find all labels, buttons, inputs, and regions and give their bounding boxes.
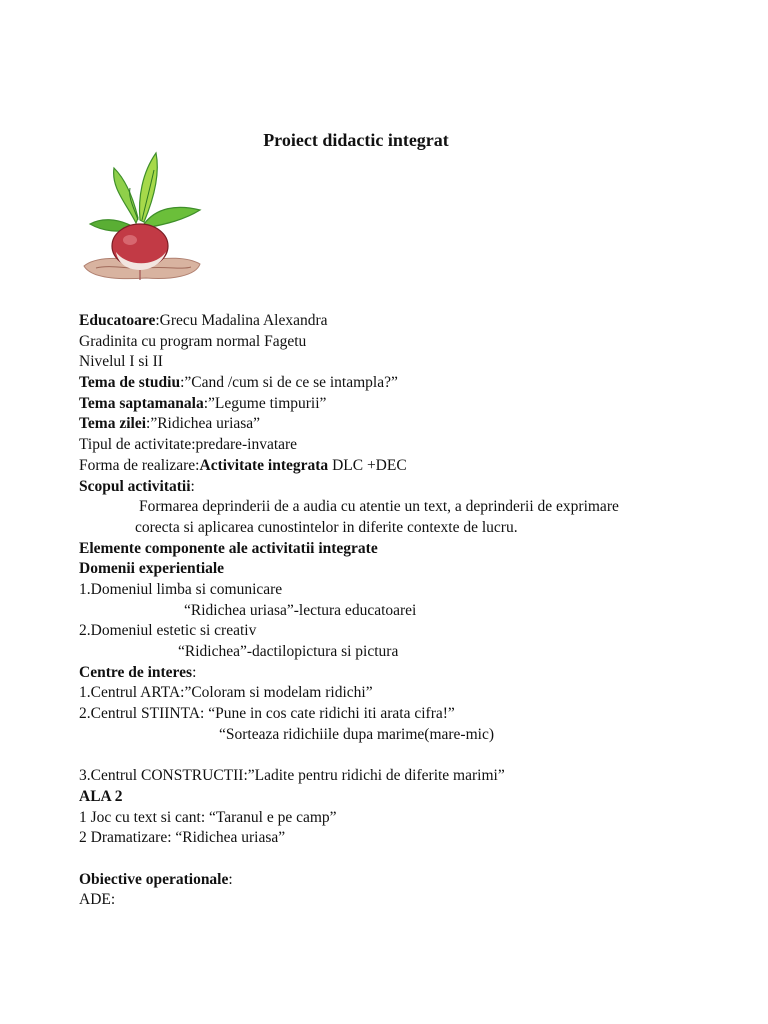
document-body <box>79 311 719 911</box>
forma-bold: Activitate integrata <box>199 456 329 474</box>
domeniu-2: 2.Domeniul estetic si creativ <box>79 622 257 640</box>
spacer <box>79 745 719 766</box>
ala-item-2: 2 Dramatizare: “Ridichea uriasa” <box>79 829 286 847</box>
domeniu-1-activitate: “Ridichea uriasa”-lectura educatoarei <box>184 601 417 619</box>
tema-saptamanala-value: :”Legume timpurii” <box>203 394 327 412</box>
obiective-label: Obiective operationale <box>79 870 229 888</box>
domeniu-2-activitate: “Ridichea”-dactilopictura si pictura <box>178 643 399 660</box>
domenii-heading: Domenii experientiale <box>79 560 225 578</box>
forma-line <box>79 456 719 477</box>
domeniu-1: 1.Domeniul limba si comunicare <box>79 580 283 598</box>
forma-prefix: Forma de realizare: <box>79 456 200 474</box>
tema-studiu-line <box>79 373 719 394</box>
tema-zilei-label: Tema zilei <box>79 415 147 433</box>
centru-stiinta-sarcina: “Sorteaza ridichiile dupa marime(mare-mic) <box>219 725 494 743</box>
nivel-line: Nivelul I si II <box>79 353 163 371</box>
scopul-line <box>79 477 719 498</box>
tema-zilei-line <box>79 414 719 435</box>
tema-zilei-value: :”Ridichea uriasa” <box>146 415 261 433</box>
ade-line: ADE: <box>79 891 116 909</box>
obiective-line <box>79 870 719 891</box>
centre-line <box>79 663 719 684</box>
educatoare-line <box>79 311 719 332</box>
obiective-colon: : <box>228 870 233 888</box>
tema-studiu-label: Tema de studiu <box>79 374 181 392</box>
ala-item-1: 1 Joc cu text si cant: “Taranul e pe camp” <box>79 808 337 826</box>
gradinita-line: Gradinita cu program normal Fagetu <box>79 332 307 350</box>
centru-stiinta: 2.Centrul STIINTA: “Pune in cos cate ridichi iti arata cifra!” <box>79 705 455 723</box>
scopul-text-2: corecta si aplicarea cunostintelor in diferite contexte de lucru. <box>135 518 518 536</box>
scopul-text-1: Formarea deprinderii de a audia cu atentie un text, a deprinderii de exprimare <box>139 498 619 516</box>
forma-suffix: DLC +DEC <box>328 456 407 474</box>
tema-saptamanala-line <box>79 394 719 415</box>
centre-colon: : <box>192 663 197 681</box>
ala-heading: ALA 2 <box>79 787 123 805</box>
educatoare-value: :Grecu Madalina Alexandra <box>155 312 328 329</box>
tema-saptamanala-label: Tema saptamanala <box>79 394 204 412</box>
centre-label: Centre de interes <box>79 663 193 681</box>
scopul-colon: : <box>190 477 195 495</box>
tema-studiu-value: :”Cand /cum si de ce se intampla?” <box>180 374 398 392</box>
educatoare-label: Educatoare <box>79 312 156 329</box>
scopul-label: Scopul activitatii <box>79 477 191 495</box>
centru-constructii: 3.Centrul CONSTRUCTII:”Ladite pentru ridichi de diferite marimi” <box>79 767 505 785</box>
centru-arta: 1.Centrul ARTA:”Coloram si modelam ridichi” <box>79 684 373 702</box>
spacer <box>79 849 719 870</box>
page-title: Proiect didactic integrat <box>263 130 449 150</box>
radish-icon <box>76 148 206 288</box>
elemente-heading: Elemente componente ale activitatii integrate <box>79 539 378 557</box>
tipul-line: Tipul de activitate:predare-invatare <box>79 436 298 454</box>
